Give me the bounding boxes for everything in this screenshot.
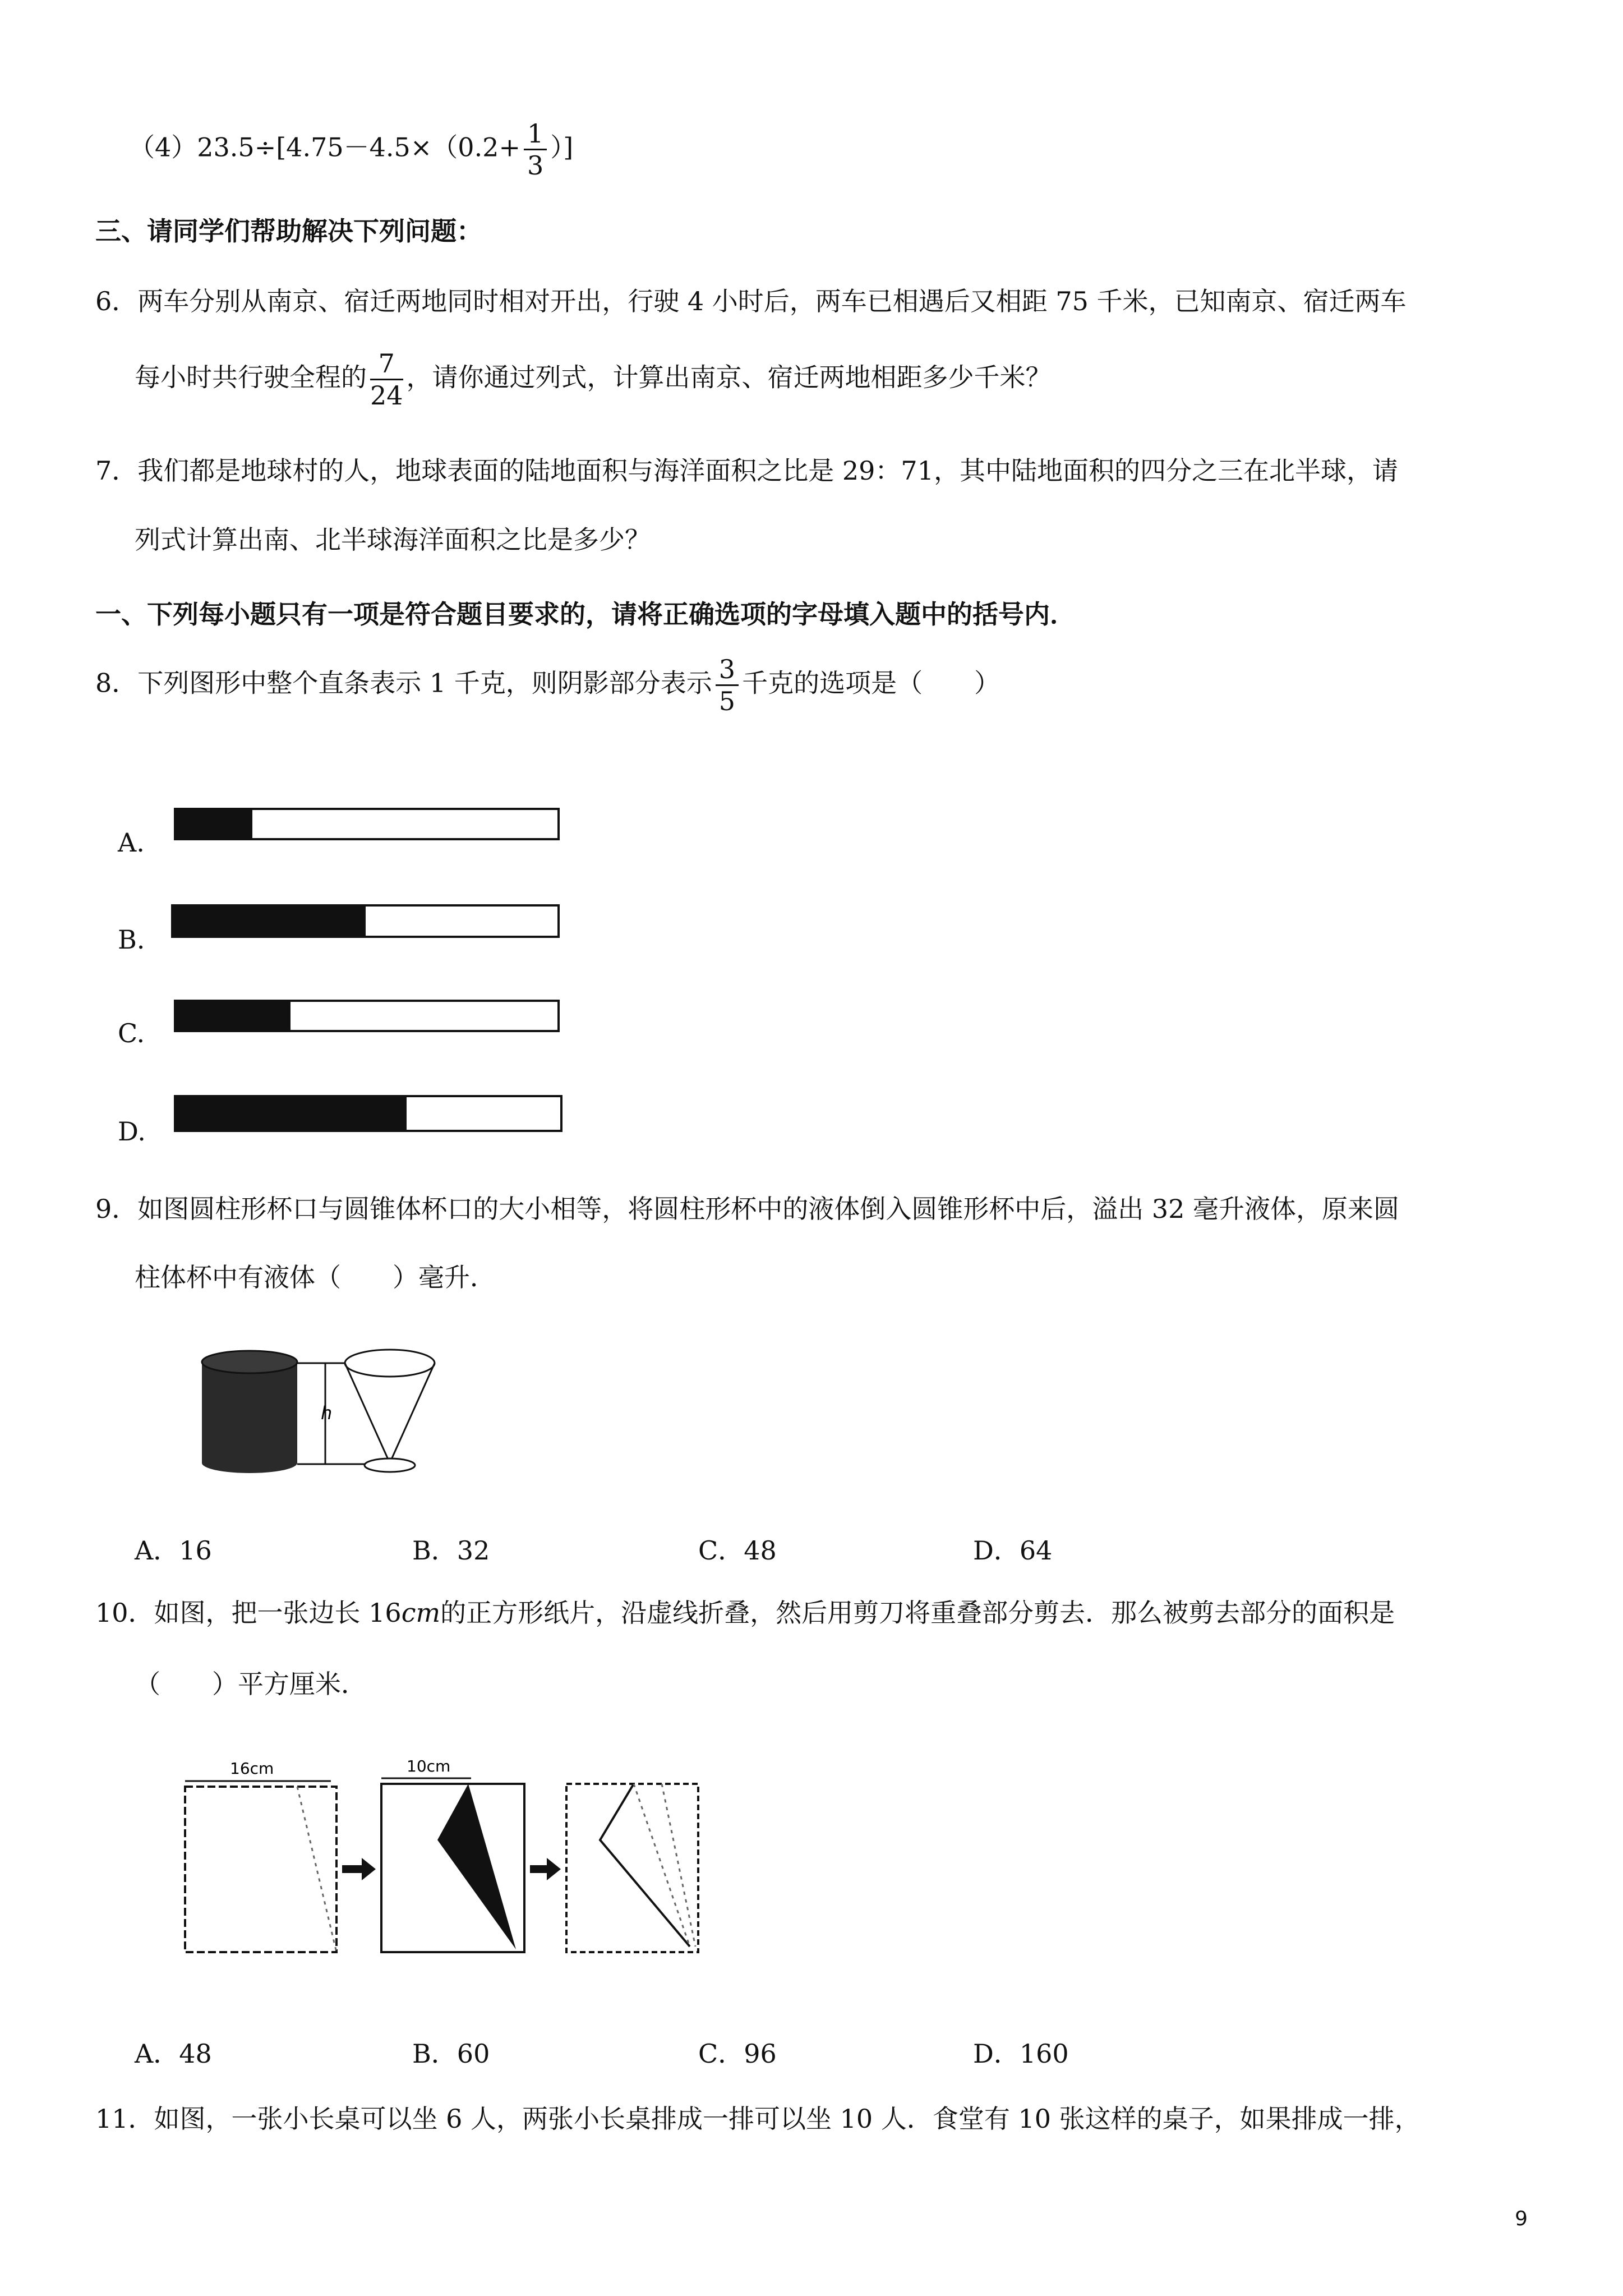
q10-line2: （ ）平方厘米． (135, 1669, 367, 1699)
cone-rim (345, 1350, 435, 1377)
panel1-square (185, 1787, 336, 1952)
q8-frac-num: 3 (716, 656, 739, 686)
panel3-fold-line (634, 1784, 690, 1947)
panel2-overlap (437, 1784, 516, 1949)
q9-choice-b[interactable]: B．32 (412, 1535, 490, 1566)
q4-suffix: ）] (550, 132, 574, 163)
q8-suffix: 千克的选项是（ ） (742, 668, 1000, 698)
q10-line1-suffix: 的正方形纸片，沿虚线折叠，然后用剪刀将重叠部分剪去．那么被剪去部分的面积是 (440, 1598, 1395, 1628)
panel1-fold-line (297, 1787, 336, 1952)
q8-option-a-bar (174, 808, 560, 840)
q10-choice-d[interactable]: D．160 (973, 2039, 1069, 2069)
q11-line1: 11．如图，一张小长桌可以坐 6 人，两张小长桌排成一排可以坐 10 人．食堂有 10 张这样的桌子，如果排成一排， (95, 2104, 1421, 2134)
q10-choice-c[interactable]: C．96 (698, 2039, 777, 2069)
q8-option-d-label: D. (118, 1116, 146, 1147)
q6-line1: 6．两车分别从南京、宿迁两地同时相对开出，行驶 4 小时后，两车已相遇后又相距 75 千米，已知南京、宿迁两车 (95, 286, 1407, 316)
q6-line2-prefix: 每小时共行驶全程的 (135, 362, 367, 393)
q8-option-b-label: B. (118, 924, 145, 955)
cylinder-bottom (202, 1453, 297, 1473)
q8-option-d-shade (176, 1097, 407, 1130)
q8-question (95, 656, 1000, 714)
cone-base (365, 1458, 415, 1472)
q9-line1: 9．如图圆柱形杯口与圆锥体杯口的大小相等，将圆柱形杯中的液体倒入圆锥形杯中后，溢出 32 毫升液体，原来圆 (95, 1194, 1400, 1224)
q8-option-c-bar (174, 1000, 560, 1032)
q8-option-a-label: A. (118, 827, 145, 858)
section-3-heading: 三、请同学们帮助解决下列问题： (95, 216, 482, 246)
q4-frac-den: 3 (527, 150, 544, 181)
fig-label-16cm: 16cm (230, 1759, 274, 1778)
q10-unit: cm (401, 1598, 441, 1628)
q9-line2: 柱体杯中有液体（ ）毫升． (135, 1262, 496, 1292)
cylinder-top (202, 1351, 297, 1373)
q8-option-b-shade (173, 907, 366, 936)
q6-frac-den: 24 (370, 380, 403, 411)
q6-frac-num: 7 (370, 351, 403, 380)
height-label: h (321, 1402, 333, 1424)
q7-line1: 7．我们都是地球村的人，地球表面的陆地面积与海洋面积之比是 29：71，其中陆地面积的四分之三在北半球，请 (95, 455, 1398, 486)
panel3-cut-edge (600, 1784, 690, 1947)
q6-line2-suffix: ，请你通过列式，计算出南京、宿迁两地相距多少千米？ (406, 362, 1052, 393)
page-number: 9 (1515, 2207, 1528, 2230)
q10-choice-b[interactable]: B．60 (412, 2039, 490, 2069)
q9-figure (196, 1346, 443, 1481)
q8-frac-den: 5 (718, 686, 736, 716)
q10-figure (174, 1756, 701, 1963)
q8-option-d-bar (174, 1095, 562, 1132)
q8-option-c-label: C. (118, 1018, 145, 1048)
q10-line1 (95, 1598, 1395, 1628)
q10-choice-a[interactable]: A．48 (135, 2039, 212, 2069)
arrow-1-icon (342, 1858, 376, 1880)
q9-choice-d[interactable]: D．64 (973, 1535, 1053, 1566)
q4-expression (129, 118, 574, 181)
cylinder-body (202, 1362, 297, 1463)
panel3-fold-line-2 (662, 1784, 695, 1947)
q9-choice-c[interactable]: C．48 (698, 1535, 777, 1566)
q6-line2 (135, 348, 1052, 411)
q4-frac-num: 1 (524, 121, 547, 150)
q4-prefix: （4）23.5÷[4.75－4.5×（0.2+ (129, 132, 520, 163)
cone-right-edge (390, 1363, 435, 1463)
arrow-2-icon (530, 1858, 561, 1880)
panel3-square (566, 1784, 698, 1952)
fig-label-10cm: 10cm (407, 1757, 451, 1775)
cone-left-edge (345, 1363, 390, 1463)
q7-line2: 列式计算出南、北半球海洋面积之比是多少？ (135, 524, 651, 555)
q8-option-a-shade (176, 810, 252, 838)
q8-prefix: 8．下列图形中整个直条表示 1 千克，则阴影部分表示 (95, 668, 712, 698)
section-1-heading: 一、下列每小题只有一项是符合题目要求的，请将正确选项的字母填入题中的括号内． (95, 599, 1076, 629)
q10-line1-prefix: 10．如图，把一张边长 16 (95, 1598, 402, 1628)
q9-choice-a[interactable]: A．16 (135, 1535, 212, 1566)
q6-fraction (370, 348, 403, 411)
q8-fraction (716, 656, 739, 714)
q4-fraction (524, 118, 547, 181)
q8-option-b-bar (171, 904, 560, 938)
q8-option-c-shade (176, 1002, 291, 1030)
